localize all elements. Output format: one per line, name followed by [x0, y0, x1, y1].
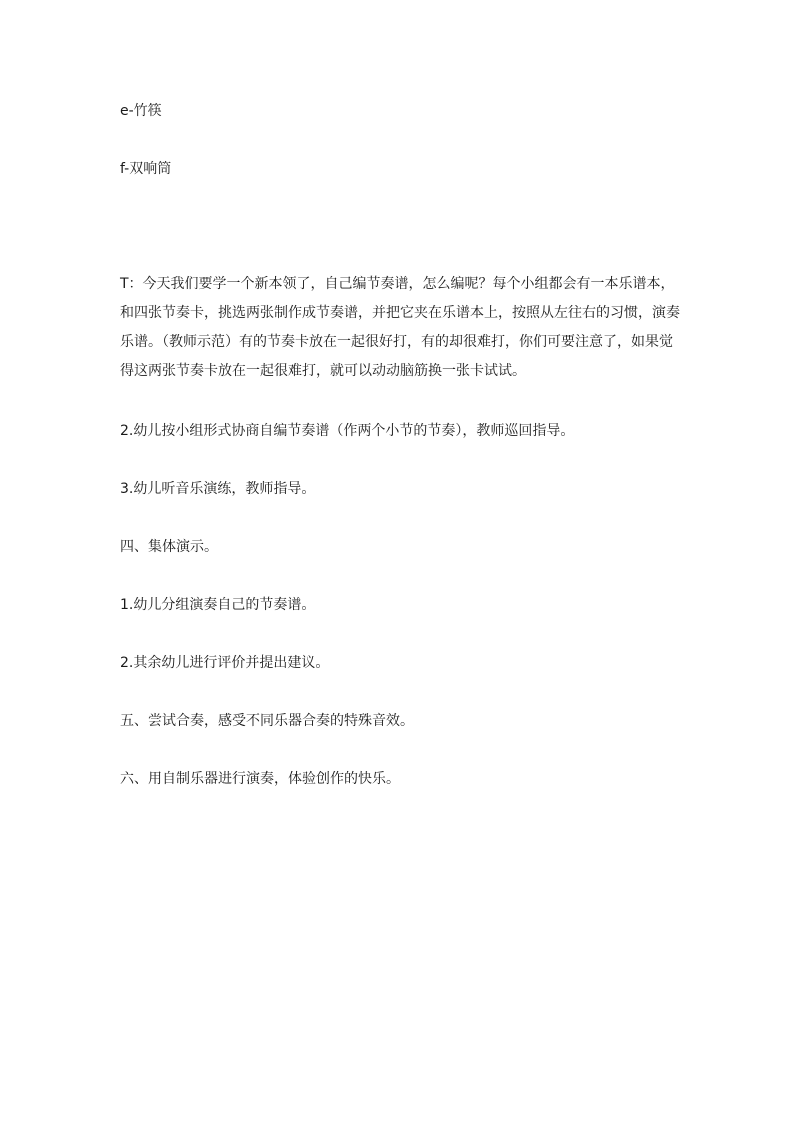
sub-item-1-line: 1.幼儿分组演奏自己的节奏谱。 — [120, 597, 316, 613]
paragraph-line: 得这两张节奏卡放在一起很难打，就可以动动脑筋换一张卡试试。 — [120, 363, 526, 379]
sub-item-2-line: 2.其余幼儿进行评价并提出建议。 — [120, 655, 330, 671]
instrument-f-line: f-双响筒 — [120, 161, 172, 177]
section-5-heading: 五、尝试合奏，感受不同乐器合奏的特殊音效。 — [120, 713, 414, 729]
section-6-heading: 六、用自制乐器进行演奏，体验创作的快乐。 — [120, 771, 400, 787]
step-3-line: 3.幼儿听音乐演练，教师指导。 — [120, 481, 316, 497]
paragraph-line: T：今天我们要学一个新本领了，自己编节奏谱，怎么编呢？每个小组都会有一本乐谱本， — [120, 276, 675, 292]
teacher-intro-paragraph — [120, 270, 685, 386]
paragraph-line: 和四张节奏卡，挑选两张制作成节奏谱，并把它夹在乐谱本上，按照从左往右的习惯，演奏 — [120, 305, 680, 321]
instrument-e-line: e-竹筷 — [120, 103, 162, 119]
step-2-line: 2.幼儿按小组形式协商自编节奏谱（作两个小节的节奏），教师巡回指导。 — [120, 423, 575, 439]
paragraph-line: 乐谱。（教师示范）有的节奏卡放在一起很好打，有的却很难打，你们可要注意了，如果觉 — [120, 334, 673, 350]
section-4-heading: 四、集体演示。 — [120, 539, 218, 555]
